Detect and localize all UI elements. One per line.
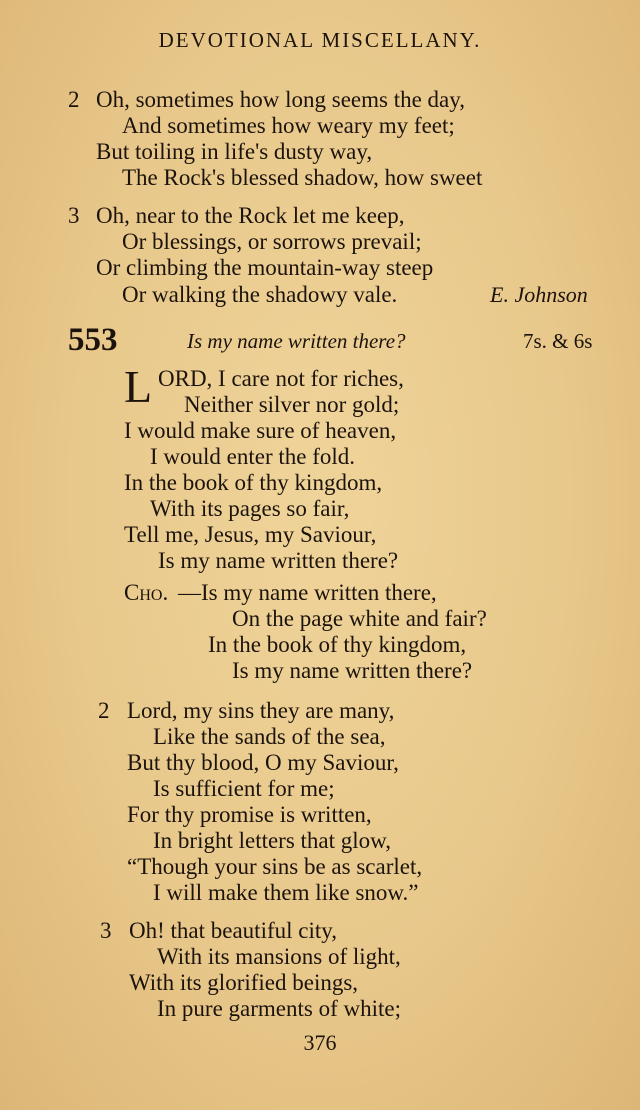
chorus-line: On the page white and fair?	[232, 606, 487, 631]
verse-line: Or climbing the mountain-way steep	[96, 255, 434, 280]
verse-line: I would enter the fold.	[150, 444, 356, 469]
verse-line: And sometimes how weary my feet;	[122, 113, 455, 138]
verse-line: In pure garments of white;	[157, 996, 401, 1021]
drop-cap: L	[124, 361, 153, 412]
verse-line: With its pages so fair,	[150, 496, 350, 521]
verse-line: Oh, sometimes how long seems the day,	[96, 87, 466, 112]
chorus-line: Is my name written there?	[232, 658, 473, 683]
hymn-number: 553	[68, 322, 118, 358]
verse-line: Lord, my sins they are many,	[127, 698, 395, 723]
page-number: 376	[303, 1030, 337, 1055]
verse-line: In the book of thy kingdom,	[124, 470, 383, 495]
verse-line: Or walking the shadowy vale.	[122, 282, 398, 307]
verse-number: 2	[98, 698, 110, 723]
verse-line: The Rock's blessed shadow, how sweet	[122, 165, 483, 190]
verse-line: In bright letters that glow,	[153, 828, 392, 853]
chorus-label: Cho.	[124, 580, 169, 605]
verse-line: I would make sure of heaven,	[124, 418, 397, 443]
verse-line: But thy blood, O my Saviour,	[127, 750, 399, 775]
author-attribution: E. Johnson	[490, 282, 588, 307]
verse-line: Is sufficient for me;	[153, 776, 335, 801]
verse-line: Tell me, Jesus, my Saviour,	[124, 522, 377, 547]
chorus-line: —Is my name written there,	[178, 580, 437, 605]
hymn-meter: 7s. & 6s	[523, 329, 593, 353]
verse-line: Oh! that beautiful city,	[129, 918, 337, 943]
verse-line: But toiling in life's dusty way,	[96, 139, 373, 164]
hymn-title: Is my name written there?	[187, 329, 406, 353]
verse-line: With its glorified beings,	[129, 970, 359, 995]
verse-number: 2	[68, 87, 80, 112]
verse-line: Is my name written there?	[158, 548, 399, 573]
verse-line: I will make them like snow.”	[153, 880, 419, 905]
verse-line: Neither silver nor gold;	[184, 392, 400, 417]
verse-line: Oh, near to the Rock let me keep,	[96, 203, 405, 228]
verse-line: “Though your sins be as scarlet,	[127, 854, 423, 879]
running-head: DEVOTIONAL MISCELLANY.	[158, 28, 482, 52]
verse-line: For thy promise is written,	[127, 802, 372, 827]
chorus-line: In the book of thy kingdom,	[208, 632, 467, 657]
verse-line: ORD, I care not for riches,	[158, 366, 404, 391]
verse-line: Or blessings, or sorrows prevail;	[122, 229, 422, 254]
verse-line: With its mansions of light,	[157, 944, 401, 969]
verse-number: 3	[68, 203, 80, 228]
verse-line: Like the sands of the sea,	[153, 724, 386, 749]
verse-number: 3	[100, 918, 112, 943]
